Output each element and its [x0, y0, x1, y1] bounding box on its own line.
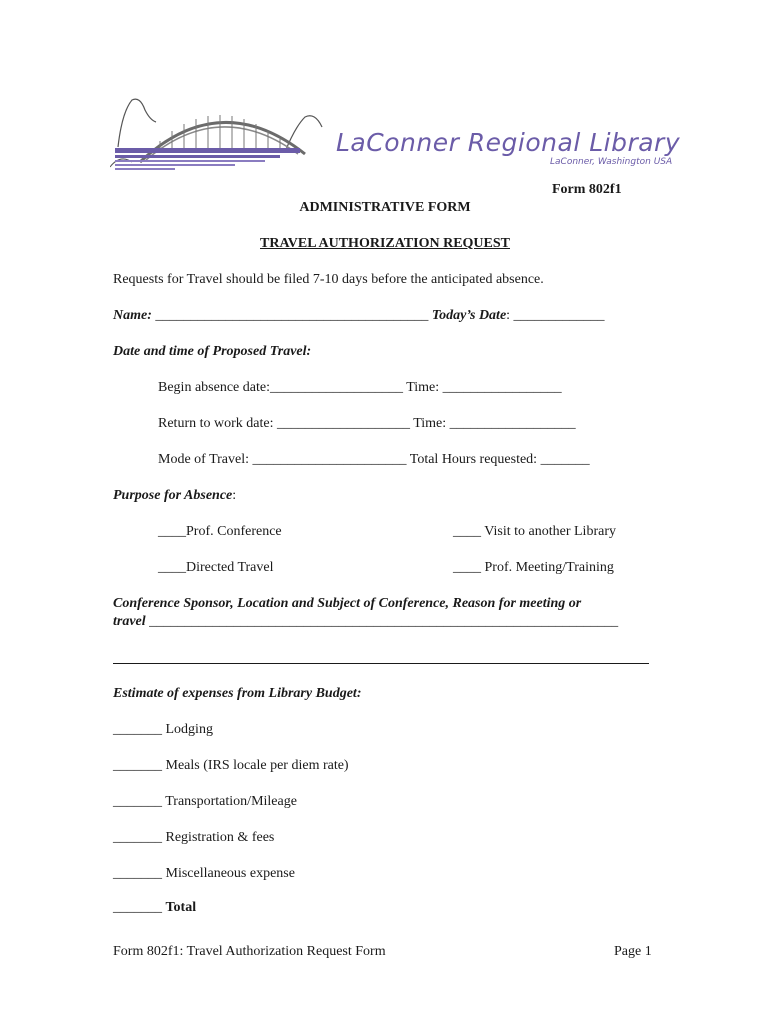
sponsor-heading: Conference Sponsor, Location and Subject of Conference, Reason for meeting or: [113, 596, 582, 611]
expense-transportation[interactable]: _______ Transportation/Mileage: [113, 794, 297, 809]
purpose-visit-library[interactable]: ____ Visit to another Library: [453, 524, 616, 539]
begin-absence-row[interactable]: Begin absence date:___________________ Time: _________________: [158, 380, 562, 395]
name-field[interactable]: _______________________________________: [155, 308, 429, 323]
purpose-prof-conference[interactable]: ____Prof. Conference: [158, 524, 282, 539]
purpose-prof-meeting[interactable]: ____ Prof. Meeting/Training: [453, 560, 614, 575]
proposed-travel-heading: Date and time of Proposed Travel:: [113, 344, 312, 359]
total-field[interactable]: _______: [113, 900, 162, 915]
expense-registration[interactable]: _______ Registration & fees: [113, 830, 275, 845]
expense-miscellaneous[interactable]: _______ Miscellaneous expense: [113, 866, 295, 881]
footer-page-number: Page 1: [614, 944, 652, 959]
sponsor-travel-line: [113, 614, 618, 630]
form-number: Form 802f1: [552, 182, 622, 197]
purpose-heading: [113, 488, 236, 504]
purpose-directed-travel[interactable]: ____Directed Travel: [158, 560, 274, 575]
total-label: Total: [165, 900, 197, 915]
expense-lodging[interactable]: _______ Lodging: [113, 722, 213, 737]
expenses-heading: Estimate of expenses from Library Budget:: [113, 686, 362, 701]
mode-of-travel-row[interactable]: Mode of Travel: ______________________ Total Hours requested: _______: [158, 452, 590, 467]
purpose-heading-label: Purpose for Absence: [113, 488, 233, 503]
section-title: ADMINISTRATIVE FORM: [299, 200, 471, 215]
travel-label: travel: [113, 614, 146, 629]
library-logo: [110, 92, 680, 187]
expense-total[interactable]: [113, 900, 196, 916]
sponsor-extra-line[interactable]: [113, 663, 649, 664]
purpose-heading-colon: :: [232, 488, 237, 503]
todays-date-field[interactable]: _____________: [513, 308, 605, 323]
expense-meals[interactable]: _______ Meals (IRS locale per diem rate): [113, 758, 349, 773]
return-to-work-row[interactable]: Return to work date: ___________________ Time: __________________: [158, 416, 576, 431]
todays-date-label: Today’s Date: [431, 308, 507, 323]
name-line: [113, 308, 605, 324]
form-title: TRAVEL AUTHORIZATION REQUEST: [260, 236, 510, 251]
bridge-icon: [110, 92, 335, 187]
intro-text: Requests for Travel should be filed 7-10 days before the anticipated absence.: [113, 272, 544, 287]
footer-left: Form 802f1: Travel Authorization Request Form: [113, 944, 386, 959]
logo-subtitle: LaConner, Washington USA: [550, 157, 673, 167]
travel-field[interactable]: ___________________________________________________________________: [145, 614, 619, 629]
todays-date-colon: :: [506, 308, 511, 323]
logo-title: LaConner Regional Library: [336, 128, 681, 157]
name-label: Name:: [113, 308, 152, 323]
